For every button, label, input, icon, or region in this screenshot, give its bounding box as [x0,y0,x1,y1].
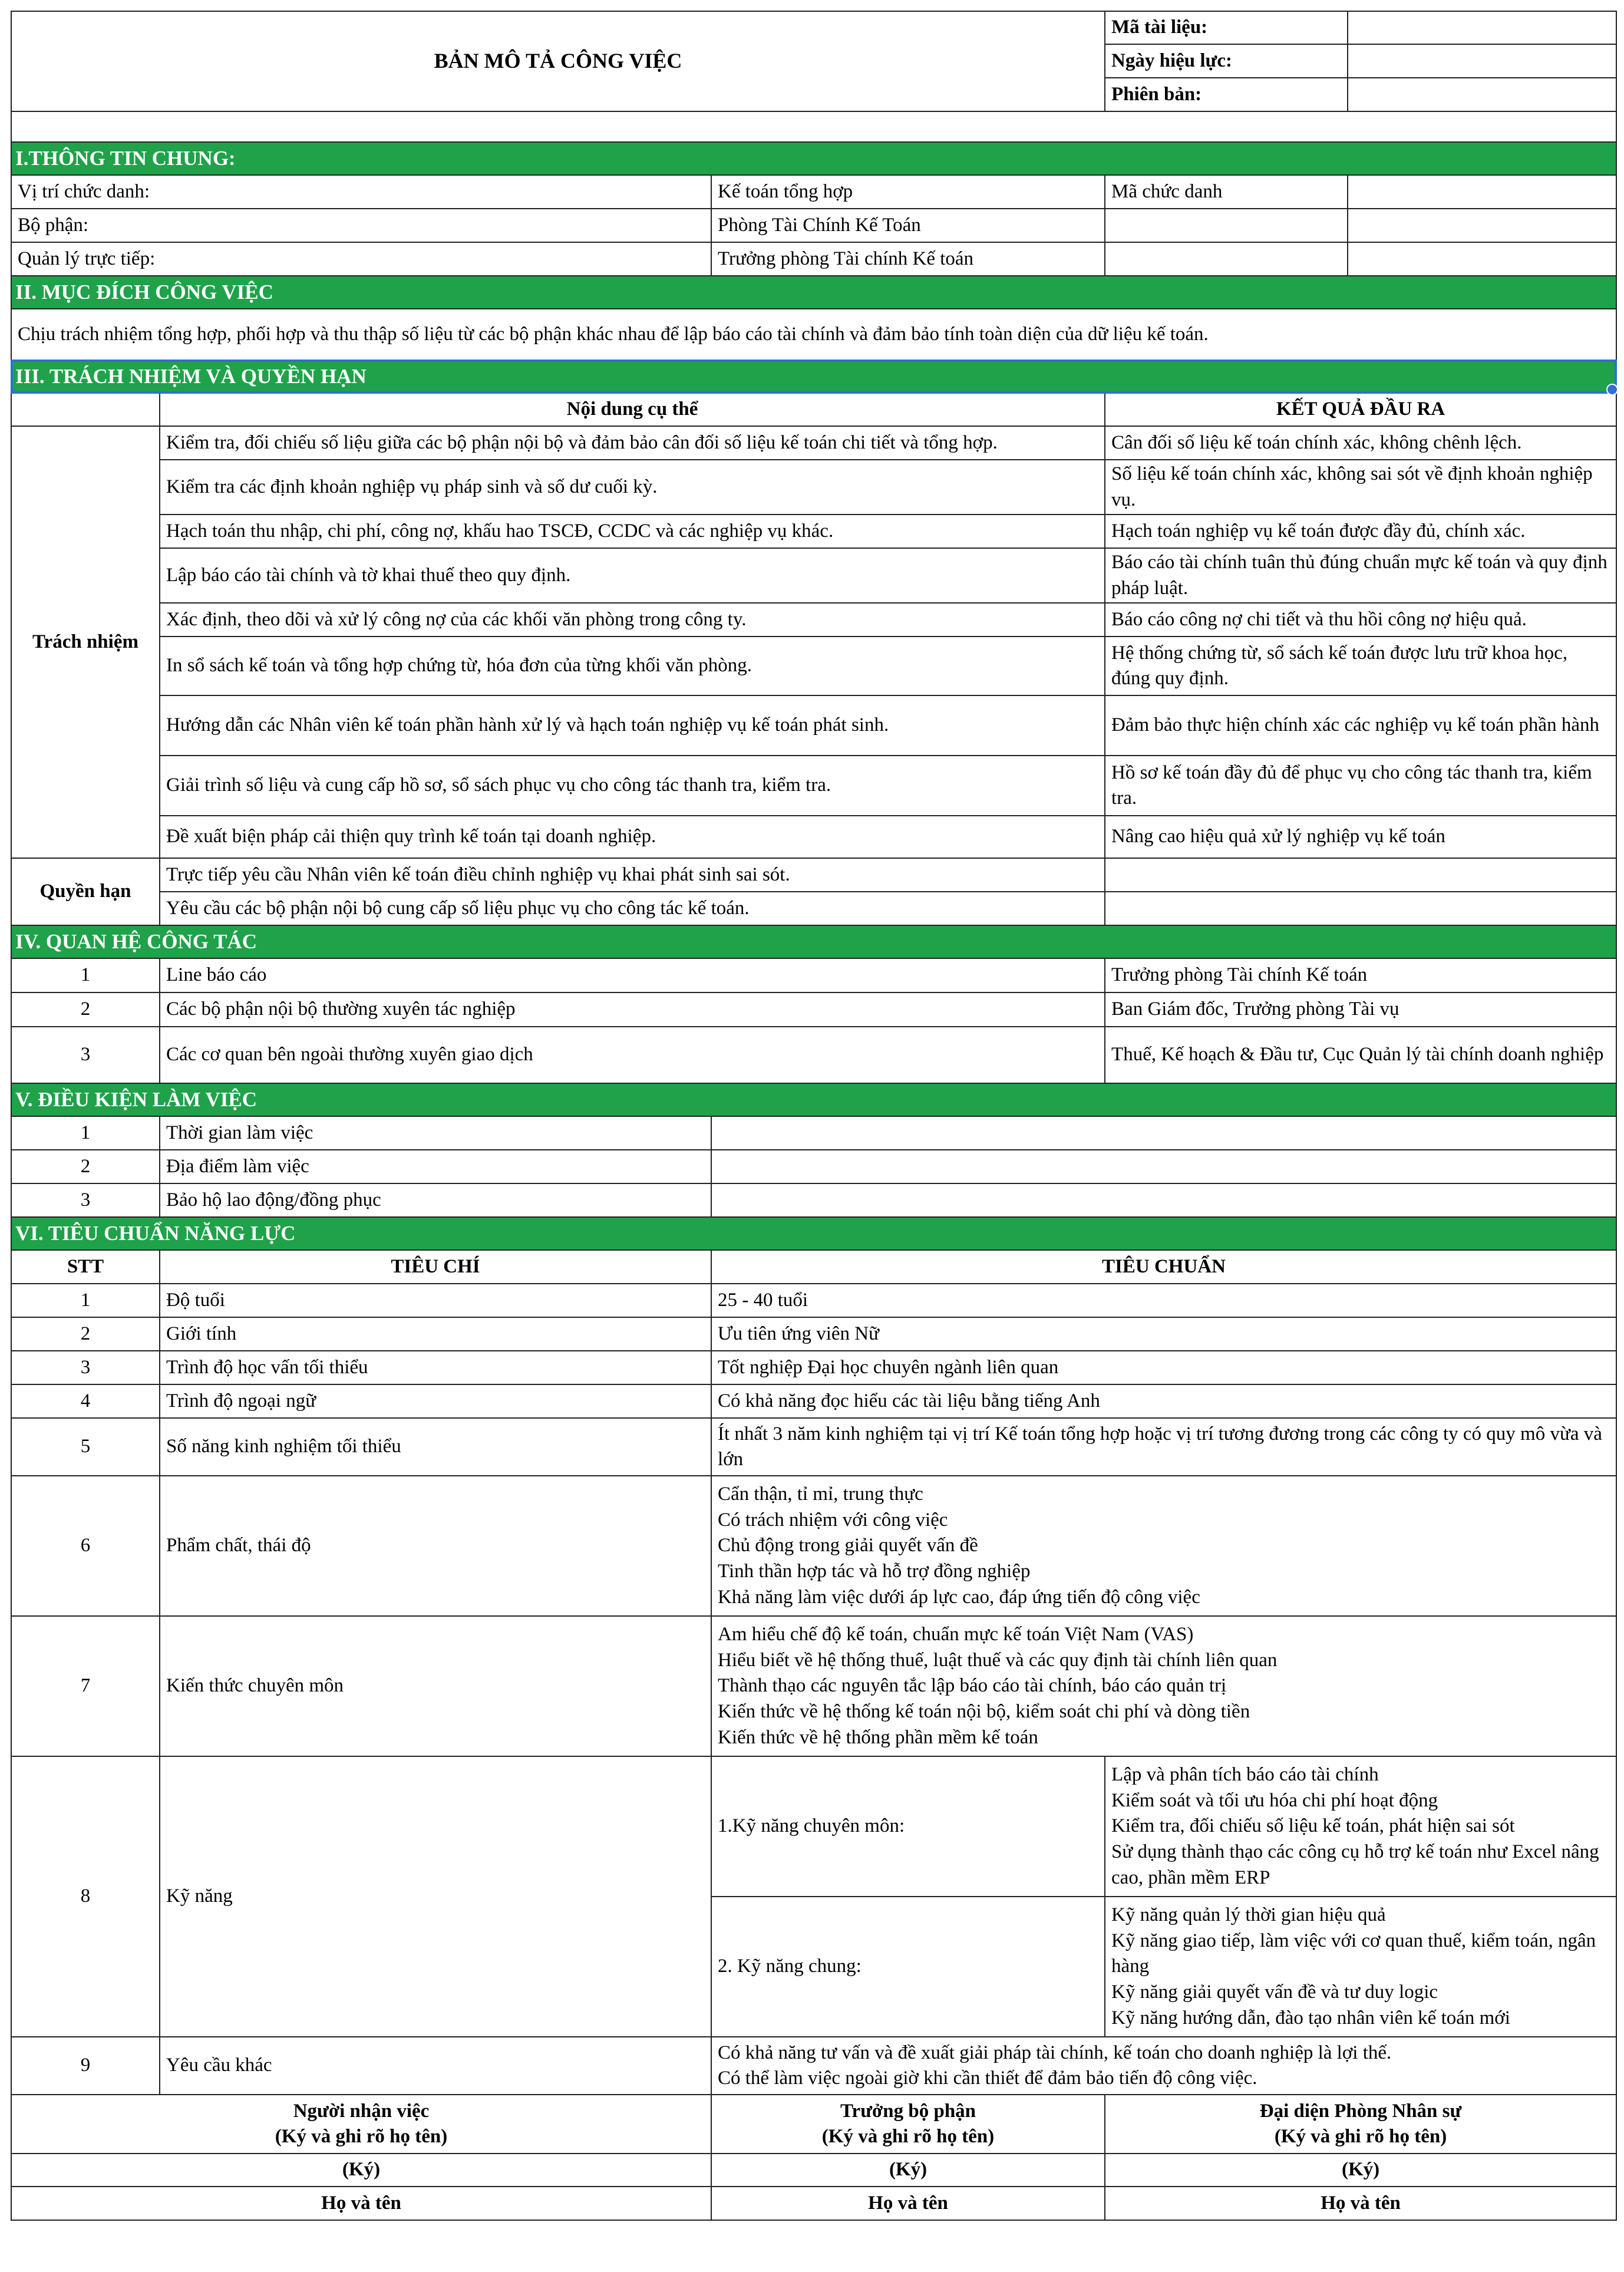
name-hr[interactable]: Họ và tên [1105,2187,1616,2220]
responsibility-content: Xác định, theo dõi và xử lý công nợ của các khối văn phòng trong công ty. [160,603,1105,637]
empty-cell [11,393,160,426]
competency-standard: 25 - 40 tuổi [711,1284,1616,1317]
section-conditions: V. ĐIỀU KIỆN LÀM VIỆC [11,1083,1616,1116]
competency-criteria: Giới tính [160,1317,711,1351]
relation-value: Ban Giám đốc, Trưởng phòng Tài vụ [1105,992,1616,1027]
relation-no: 2 [11,992,160,1027]
responsibility-content: In sổ sách kế toán và tổng hợp chứng từ, hóa đơn của từng khối văn phòng. [160,637,1105,695]
section-competency: VI. TIÊU CHUẨN NĂNG LỰC [11,1217,1616,1250]
competency-standard: Tốt nghiệp Đại học chuyên ngành liên quan [711,1351,1616,1384]
competency-standard: Ít nhất 3 năm kinh nghiệm tại vị trí Kế toán tổng hợp hoặc vị trí tương đương trong các công ty có quy mô vừa và lớn [711,1418,1616,1476]
section-relations: IV. QUAN HỆ CÔNG TÁC [11,925,1616,958]
competency-no: 5 [11,1418,160,1476]
section-general-info: I.THÔNG TIN CHUNG: [11,142,1616,175]
condition-value[interactable] [711,1183,1616,1217]
authority-result [1105,892,1616,925]
title-code-cell[interactable] [1348,175,1616,209]
name-employee[interactable]: Họ và tên [11,2187,711,2220]
responsibility-content: Giải trình số liệu và cung cấp hồ sơ, sổ sách phục vụ cho công tác thanh tra, kiểm tra. [160,756,1105,816]
responsibility-result: Nâng cao hiệu quả xử lý nghiệp vụ kế toán [1105,816,1616,858]
competency-no: 8 [11,1756,160,2037]
blank-row [11,111,1616,142]
version-cell[interactable] [1348,78,1616,111]
responsibility-result: Hệ thống chứng từ, sổ sách kế toán được lưu trữ khoa học, đúng quy định. [1105,637,1616,695]
competency-no: 1 [11,1284,160,1317]
col-header-content: Nội dung cụ thể [160,393,1105,426]
section-purpose: II. MỤC ĐÍCH CÔNG VIỆC [11,276,1616,309]
competency-criteria: Trình độ học vấn tối thiểu [160,1351,711,1384]
competency-criteria: Độ tuổi [160,1284,711,1317]
signature-department-head [711,2095,1105,2154]
condition-no: 1 [11,1116,160,1150]
signature-hr-note: (Ký và ghi rõ họ tên) [1274,2126,1447,2148]
col-header-criteria: TIÊU CHÍ [160,1250,711,1284]
competency-no: 7 [11,1616,160,1756]
competency-criteria: Kiến thức chuyên môn [160,1616,711,1756]
authority-result [1105,858,1616,892]
competency-no: 3 [11,1351,160,1384]
competency-standard: Có khả năng đọc hiểu các tài liệu bằng tiếng Anh [711,1384,1616,1418]
responsibility-content: Kiểm tra, đối chiếu số liệu giữa các bộ phận nội bộ và đảm bảo cân đối số liệu kế toán chi tiết và tổng hợp. [160,426,1105,460]
responsibility-content: Lập báo cáo tài chính và tờ khai thuế theo quy định. [160,548,1105,603]
col-header-no: STT [11,1250,160,1284]
doc-code-cell[interactable] [1348,11,1616,44]
condition-no: 3 [11,1183,160,1217]
relation-value: Thuế, Kế hoạch & Đầu tư, Cục Quản lý tài chính doanh nghiệp [1105,1027,1616,1083]
title-code-label: Mã chức danh [1105,175,1348,209]
relation-no: 3 [11,1027,160,1083]
selection-resize-handle[interactable] [1606,384,1618,395]
responsibility-result: Hạch toán nghiệp vụ kế toán được đầy đủ, chính xác. [1105,515,1616,548]
responsibility-result: Báo cáo công nợ chi tiết và thu hồi công nợ hiệu quả. [1105,603,1616,637]
responsibility-content: Kiểm tra các định khoản nghiệp vụ pháp sinh và số dư cuối kỳ. [160,460,1105,515]
sign-employee[interactable]: (Ký) [11,2154,711,2187]
name-department-head[interactable]: Họ và tên [711,2187,1105,2220]
signature-employee [11,2095,711,2154]
competency-standard: Có khả năng tư vấn và đề xuất giải pháp tài chính, kế toán cho doanh nghiệp là lợi thế. Có thể làm việc ngoài giờ khi cần thiết để đảm bảo tiến độ công việc. [711,2037,1616,2095]
responsibility-content: Hạch toán thu nhập, chi phí, công nợ, khấu hao TSCĐ, CCDC và các nghiệp vụ khác. [160,515,1105,548]
col-header-standard: TIÊU CHUẨN [711,1250,1616,1284]
signature-hr [1105,2095,1616,2154]
professional-skills-label: 1.Kỹ năng chuyên môn: [711,1756,1105,1897]
relation-value: Trưởng phòng Tài chính Kế toán [1105,958,1616,992]
competency-criteria: Yêu cầu khác [160,2037,711,2095]
responsibility-result: Đảm bảo thực hiện chính xác các nghiệp vụ kế toán phần hành [1105,695,1616,756]
job-description-sheet [11,11,1616,2221]
doc-code-label: Mã tài liệu: [1105,11,1348,44]
competency-standard: Cẩn thận, tỉ mỉ, trung thực Có trách nhiệm với công việc Chủ động trong giải quyết vấn đề Tinh thần hợp tác và hỗ trợ đồng nghiệp Khả năng làm việc dưới áp lực cao, đáp ứng tiến độ công việc [711,1476,1616,1616]
manager-value: Trưởng phòng Tài chính Kế toán [711,242,1105,276]
responsibility-content: Đề xuất biện pháp cải thiện quy trình kế toán tại doanh nghiệp. [160,816,1105,858]
signature-hr-title: Đại diện Phòng Nhân sự [1259,2100,1462,2122]
competency-criteria: Trình độ ngoại ngữ [160,1384,711,1418]
responsibility-content: Hướng dẫn các Nhân viên kế toán phần hành xử lý và hạch toán nghiệp vụ kế toán phát sinh. [160,695,1105,756]
job-description-table [11,11,1617,2221]
signature-employee-title: Người nhận việc [293,2100,430,2122]
version-label: Phiên bản: [1105,78,1348,111]
competency-no: 4 [11,1384,160,1418]
competency-criteria: Phẩm chất, thái độ [160,1476,711,1616]
relation-item: Các bộ phận nội bộ thường xuyên tác nghiệp [160,992,1105,1027]
signature-head-title: Trưởng bộ phận [840,2100,976,2122]
condition-no: 2 [11,1150,160,1183]
relation-no: 1 [11,958,160,992]
empty-cell[interactable] [1348,242,1616,276]
position-label: Vị trí chức danh: [11,175,711,209]
responsibility-label: Trách nhiệm [11,426,160,858]
responsibility-result: Số liệu kế toán chính xác, không sai sót về định khoản nghiệp vụ. [1105,460,1616,515]
effective-date-label: Ngày hiệu lực: [1105,44,1348,78]
condition-item: Bảo hộ lao động/đồng phục [160,1183,711,1217]
authority-content: Trực tiếp yêu cầu Nhân viên kế toán điều chỉnh nghiệp vụ khai phát sinh sai sót. [160,858,1105,892]
empty-cell[interactable] [1105,242,1348,276]
department-label: Bộ phận: [11,209,711,242]
department-value: Phòng Tài Chính Kế Toán [711,209,1105,242]
position-value: Kế toán tổng hợp [711,175,1105,209]
competency-criteria: Số năng kinh nghiệm tối thiểu [160,1418,711,1476]
competency-no: 6 [11,1476,160,1616]
responsibility-result: Báo cáo tài chính tuân thủ đúng chuẩn mực kế toán và quy định pháp luật. [1105,548,1616,603]
col-header-result: KẾT QUẢ ĐẦU RA [1105,393,1616,426]
professional-skills-list: Lập và phân tích báo cáo tài chính Kiểm soát và tối ưu hóa chi phí hoạt động Kiểm tra, đối chiếu số liệu kế toán, phát hiện sai sót Sử dụng thành thạo các công cụ hỗ trợ kế toán như Excel nâng cao, phần mềm ERP [1105,1756,1616,1897]
condition-item: Địa điểm làm việc [160,1150,711,1183]
authority-content: Yêu cầu các bộ phận nội bộ cung cấp số liệu phục vụ cho công tác kế toán. [160,892,1105,925]
competency-standard: Am hiểu chế độ kế toán, chuẩn mực kế toán Việt Nam (VAS) Hiểu biết về hệ thống thuế, luật thuế và các quy định tài chính liên quan Thành thạo các nguyên tắc lập báo cáo tài chính, báo cáo quản trị Kiến thức về hệ thống kế toán nội bộ, kiểm soát chi phí và dòng tiền Kiến thức về hệ thống phần mềm kế toán [711,1616,1616,1756]
section-duties[interactable]: III. TRÁCH NHIỆM VÀ QUYỀN HẠN [11,360,1616,393]
sign-department-head[interactable]: (Ký) [711,2154,1105,2187]
responsibility-result: Hồ sơ kế toán đầy đủ để phục vụ cho công tác thanh tra, kiểm tra. [1105,756,1616,816]
sign-hr[interactable]: (Ký) [1105,2154,1616,2187]
document-title: BẢN MÔ TẢ CÔNG VIỆC [11,11,1105,111]
manager-label: Quản lý trực tiếp: [11,242,711,276]
condition-value[interactable] [711,1150,1616,1183]
condition-value[interactable] [711,1116,1616,1150]
relation-item: Line báo cáo [160,958,1105,992]
authority-label: Quyền hạn [11,858,160,925]
purpose-text: Chịu trách nhiệm tổng hợp, phối hợp và thu thập số liệu từ các bộ phận khác nhau để lập báo cáo tài chính và đảm bảo tính toàn diện của dữ liệu kế toán. [11,309,1616,360]
competency-standard: Ưu tiên ứng viên Nữ [711,1317,1616,1351]
empty-cell[interactable] [1348,209,1616,242]
condition-item: Thời gian làm việc [160,1116,711,1150]
competency-criteria: Kỹ năng [160,1756,711,2037]
signature-employee-note: (Ký và ghi rõ họ tên) [275,2126,448,2148]
general-skills-list: Kỹ năng quản lý thời gian hiệu quả Kỹ năng giao tiếp, làm việc với cơ quan thuế, kiểm toán, ngân hàng Kỹ năng giải quyết vấn đề và tư duy logic Kỹ năng hướng dẫn, đào tạo nhân viên kế toán mới [1105,1897,1616,2037]
signature-head-note: (Ký và ghi rõ họ tên) [821,2126,995,2148]
competency-no: 9 [11,2037,160,2095]
general-skills-label: 2. Kỹ năng chung: [711,1897,1105,2037]
effective-date-cell[interactable] [1348,44,1616,78]
empty-cell[interactable] [1105,209,1348,242]
responsibility-result: Cân đối số liệu kế toán chính xác, không chênh lệch. [1105,426,1616,460]
competency-no: 2 [11,1317,160,1351]
relation-item: Các cơ quan bên ngoài thường xuyên giao dịch [160,1027,1105,1083]
